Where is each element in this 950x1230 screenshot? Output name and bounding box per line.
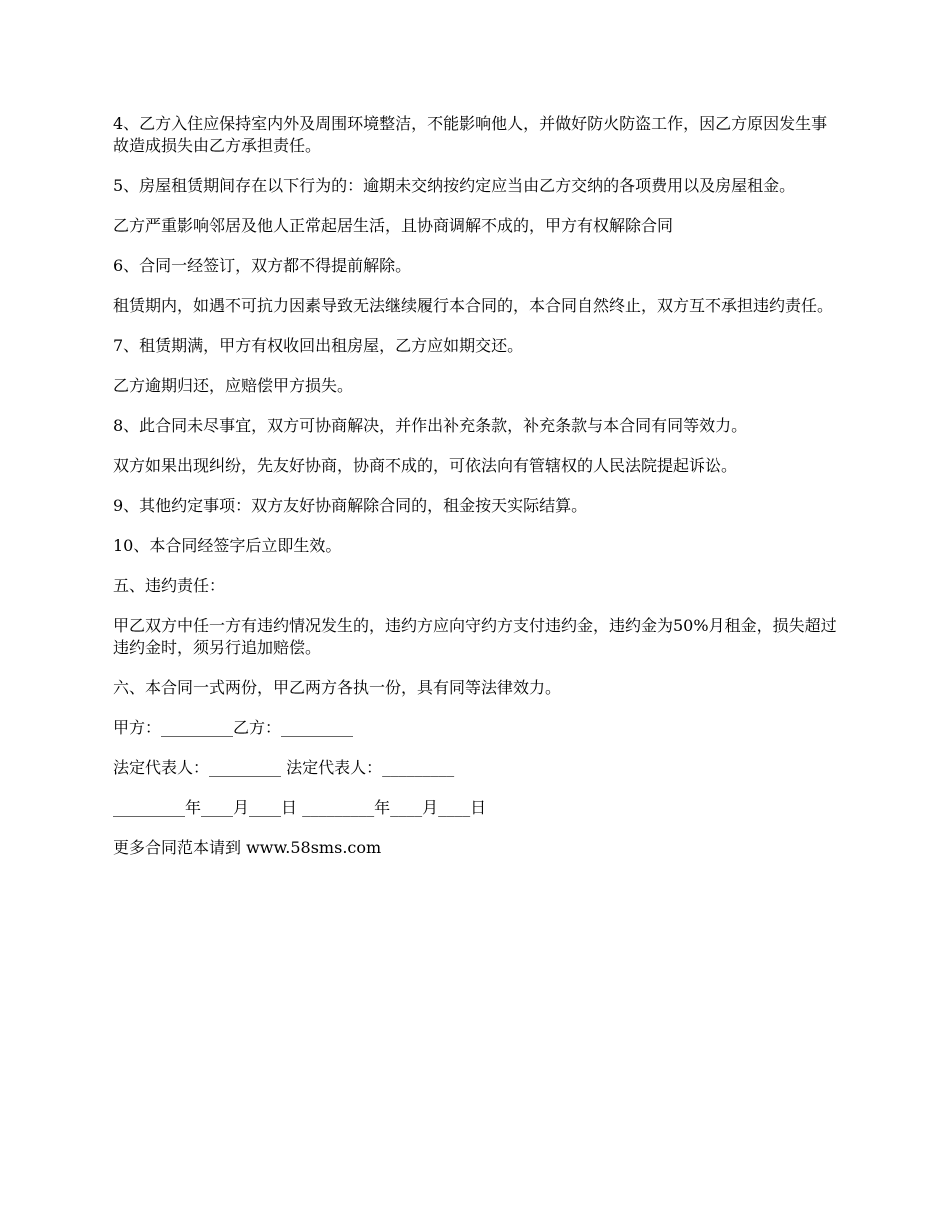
clause-8-paragraph: 8、此合同未尽事宜，双方可协商解决，并作出补充条款，补充条款与本合同有同等效力。 [113, 416, 748, 435]
clause-4-paragraph: 4、乙方入住应保持室内外及周围环境整洁，不能影响他人，并做好防火防盗工作，因乙方原因发生事故造成损失由乙方承担责任。 [113, 114, 828, 155]
clause-5-paragraph: 5、房屋租赁期间存在以下行为的：逾期未交纳按约定应当由乙方交纳的各项费用以及房屋租金。 [113, 176, 796, 195]
footer-website-line: 更多合同范本请到 www.58sms.com [113, 838, 382, 857]
clause-7-continuation: 乙方逾期归还，应赔偿甲方损失。 [113, 376, 354, 395]
clause-8-continuation: 双方如果出现纠纷，先友好协商，协商不成的，可依法向有管辖权的人民法院提起诉讼。 [113, 456, 738, 475]
document-page [113, 113, 843, 877]
date-line: _________年____月____日 _________年____月____日 [113, 798, 487, 817]
legal-representative-line: 法定代表人：_________ 法定代表人：_________ [113, 758, 455, 777]
section-5-heading: 五、违约责任： [113, 576, 226, 595]
clause-9-paragraph: 9、其他约定事项：双方友好协商解除合同的，租金按天实际结算。 [113, 496, 588, 515]
clause-6-paragraph: 6、合同一经签订，双方都不得提前解除。 [113, 256, 412, 275]
breach-liability-paragraph: 甲乙双方中任一方有违约情况发生的，违约方应向守约方支付违约金，违约金为50%月租金，损失超过违约金时，须另行追加赔偿。 [113, 616, 837, 657]
clause-7-paragraph: 7、租赁期满，甲方有权收回出租房屋，乙方应如期交还。 [113, 336, 524, 355]
party-signature-line: 甲方：_________乙方：_________ [113, 718, 354, 737]
clause-6-continuation: 租赁期内，如遇不可抗力因素导致无法继续履行本合同的，本合同自然终止，双方互不承担违约责任。 [113, 296, 834, 315]
section-6-paragraph: 六、本合同一式两份，甲乙两方各执一份，具有同等法律效力。 [113, 678, 562, 697]
clause-10-paragraph: 10、本合同经签字后立即生效。 [113, 536, 342, 555]
clause-5-continuation: 乙方严重影响邻居及他人正常起居生活，且协商调解不成的，甲方有权解除合同 [113, 216, 674, 235]
